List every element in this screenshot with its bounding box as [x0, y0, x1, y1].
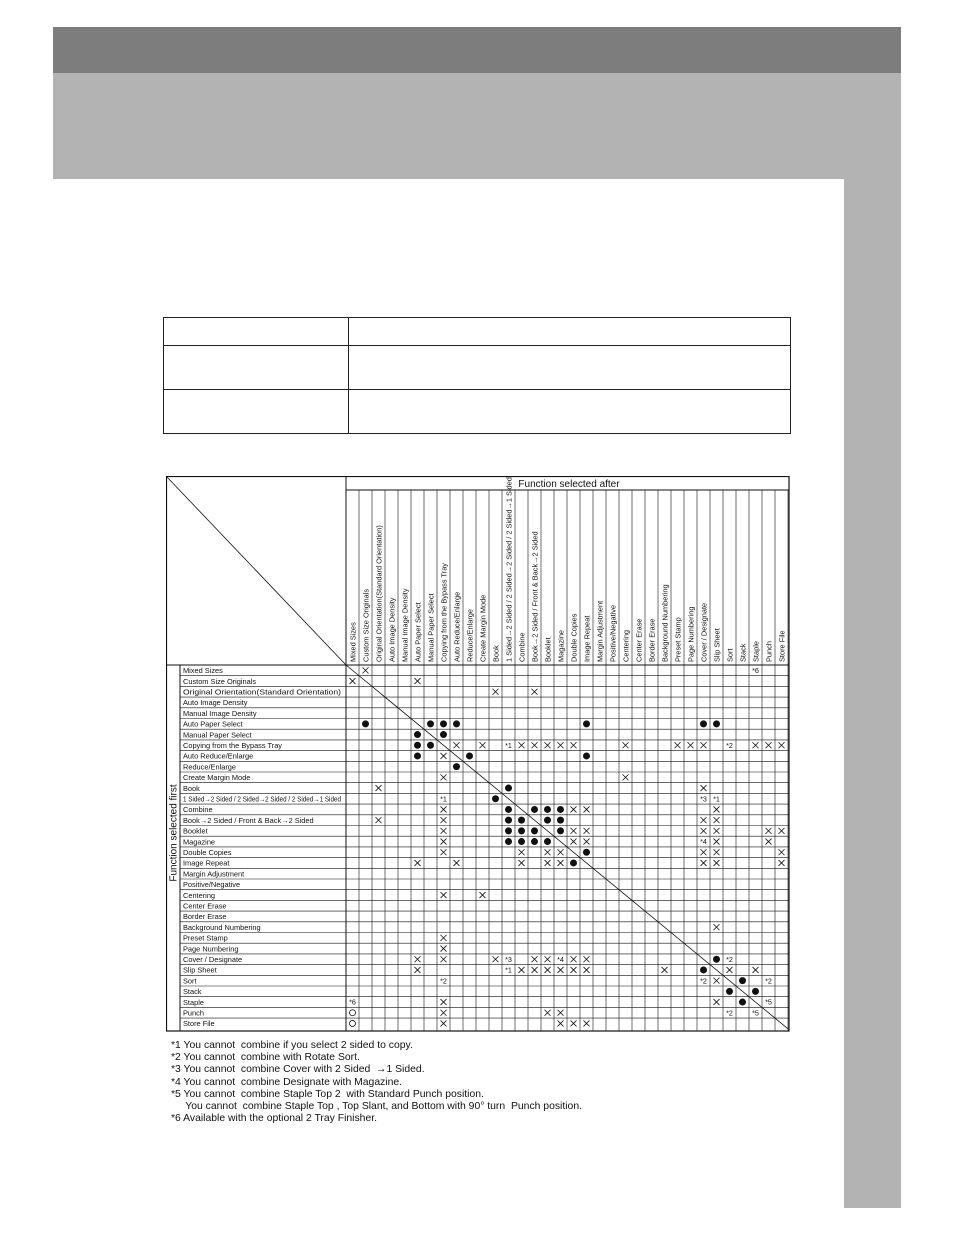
column-label: Book [491, 645, 501, 662]
row-label: Manual Image Density [183, 708, 257, 718]
legend-symbol-cell [164, 346, 349, 390]
column-label: Mixed Sizes [348, 622, 358, 662]
column-label: Cover / Designate [699, 602, 709, 662]
footnotes [171, 1040, 582, 1125]
available-mark [583, 752, 590, 759]
footnote-ref: *6 [349, 997, 356, 1007]
column-labels [349, 477, 787, 662]
available-mark [362, 720, 369, 727]
row-label: Book [183, 783, 200, 793]
not-available-mark [714, 924, 720, 930]
not-available-mark [558, 742, 564, 748]
legend-symbol-cell [164, 390, 349, 434]
available-mark [414, 752, 421, 759]
available-mark [453, 763, 460, 770]
column-label: Background Numbering [660, 584, 670, 662]
not-available-mark [662, 967, 668, 973]
not-available-mark [545, 1010, 551, 1016]
not-available-mark [584, 806, 590, 812]
not-available-mark [714, 860, 720, 866]
available-mark [739, 999, 746, 1006]
not-available-mark [571, 806, 577, 812]
column-label: Store File [777, 630, 787, 662]
legend-table [163, 317, 791, 434]
footnote-ref: *2 [726, 740, 733, 750]
row-label: Centering [183, 890, 216, 900]
row-label: Auto Reduce/Enlarge [183, 751, 254, 761]
not-available-mark [623, 774, 629, 780]
not-available-mark [571, 967, 577, 973]
not-available-mark [415, 860, 421, 866]
not-available-mark [584, 956, 590, 962]
optional-mark [350, 1010, 356, 1016]
row-label: Combine [183, 805, 213, 815]
not-available-mark [779, 828, 785, 834]
legend-symbol-cell [164, 318, 349, 346]
not-available-mark [441, 849, 447, 855]
not-available-mark [545, 860, 551, 866]
column-label: Create Margin Mode [478, 594, 488, 662]
not-available-mark [441, 1010, 447, 1016]
available-mark [427, 720, 434, 727]
available-mark [570, 859, 577, 866]
available-mark [700, 720, 707, 727]
column-label: Center Erase [634, 618, 644, 662]
row-label: Custom Size Originals [183, 676, 257, 686]
not-available-mark [571, 956, 577, 962]
not-available-mark [766, 742, 772, 748]
column-label: Preset Stamp [673, 617, 683, 662]
available-mark [583, 849, 590, 856]
not-available-mark [558, 1020, 564, 1026]
column-label: Combine [517, 632, 527, 662]
footnote-ref: *2 [700, 976, 707, 986]
available-mark [700, 966, 707, 973]
column-label: Original Orientation(Standard Orientation) [374, 525, 384, 662]
row-label: Book→2 Sided / Front & Back→2 Sided [183, 815, 314, 825]
not-available-mark [441, 946, 447, 952]
not-available-mark [545, 849, 551, 855]
column-label: Book→2 Sided / Front & Back→2 Sided [530, 531, 540, 662]
column-label: Auto Paper Select [413, 602, 423, 662]
column-label: Image Repeat [582, 615, 592, 662]
row-label: Magazine [183, 837, 216, 847]
available-mark [739, 977, 746, 984]
row-label: Slip Sheet [183, 965, 217, 975]
not-available-mark [584, 967, 590, 973]
available-mark [713, 720, 720, 727]
legend-text-cell [349, 318, 791, 346]
not-available-mark [532, 956, 538, 962]
not-available-mark [584, 839, 590, 845]
not-available-mark [701, 828, 707, 834]
not-available-mark [558, 967, 564, 973]
row-label: Sort [183, 976, 197, 986]
column-label: Punch [764, 641, 774, 662]
not-available-mark [766, 828, 772, 834]
not-available-mark [480, 892, 486, 898]
available-mark [544, 806, 551, 813]
not-available-mark [415, 967, 421, 973]
footnote-ref: *1 [440, 794, 447, 804]
top-dark-band [53, 27, 901, 73]
not-available-mark [519, 849, 525, 855]
not-available-mark [701, 817, 707, 823]
available-mark [713, 956, 720, 963]
footnote: *2 You cannot combine with Rotate Sort. [171, 1052, 360, 1064]
footnote-ref: *6 [752, 665, 759, 675]
available-mark [505, 785, 512, 792]
not-available-mark [701, 849, 707, 855]
side-tab [844, 179, 901, 1208]
available-mark [414, 731, 421, 738]
not-available-mark [584, 1020, 590, 1026]
not-available-mark [571, 839, 577, 845]
not-available-mark [558, 849, 564, 855]
footnote-ref: *3 [505, 954, 512, 964]
not-available-mark [519, 967, 525, 973]
row-label: Cover / Designate [183, 955, 243, 965]
row-label: Create Margin Mode [183, 773, 251, 783]
available-mark [531, 838, 538, 845]
not-available-mark [376, 785, 382, 791]
not-available-mark [558, 1010, 564, 1016]
available-mark [544, 838, 551, 845]
not-available-mark [441, 753, 447, 759]
not-available-mark [571, 828, 577, 834]
top-header: Function selected after [518, 479, 620, 490]
available-mark [440, 731, 447, 738]
footnote: *1 You cannot combine if you select 2 sided to copy. [171, 1040, 413, 1051]
available-mark [440, 720, 447, 727]
row-label: Background Numbering [183, 922, 261, 932]
not-available-mark [701, 785, 707, 791]
not-available-mark [766, 839, 772, 845]
available-mark [505, 827, 512, 834]
available-mark [544, 817, 551, 824]
column-label: Booklet [543, 637, 553, 662]
legend-text-cell [349, 390, 791, 434]
column-label: Reduce/Enlarge [465, 608, 475, 662]
footnote-ref: *2 [726, 954, 733, 964]
function-compatibility-matrix [166, 476, 790, 1032]
footnote-ref: *1 [505, 965, 512, 975]
available-mark [505, 838, 512, 845]
footnote-ref: *2 [440, 976, 447, 986]
available-mark [557, 817, 564, 824]
footnote-ref: *2 [726, 1008, 733, 1018]
not-available-mark [558, 860, 564, 866]
available-mark [453, 720, 460, 727]
available-mark [505, 806, 512, 813]
column-label: Slip Sheet [712, 628, 722, 662]
footnote: You cannot combine Staple Top , Top Slant, and Bottom with 90° turn Punch position. [171, 1101, 583, 1113]
column-label: Double Copies [569, 613, 579, 662]
footnote-ref: *4 [557, 954, 564, 964]
available-mark [557, 827, 564, 834]
not-available-mark [415, 678, 421, 684]
header-band [53, 73, 901, 179]
not-available-mark [571, 742, 577, 748]
column-label: Auto Image Density [387, 597, 397, 662]
row-label: Original Orientation(Standard Orientation) [183, 687, 341, 697]
not-available-mark [441, 892, 447, 898]
available-mark [726, 988, 733, 995]
available-mark [427, 742, 434, 749]
not-available-mark [675, 742, 681, 748]
not-available-mark [441, 956, 447, 962]
row-label: Copying from the Bypass Tray [183, 741, 282, 751]
not-available-mark [493, 689, 499, 695]
row-label: Manual Paper Select [183, 730, 252, 740]
row-label: Border Erase [183, 912, 227, 922]
not-available-mark [441, 999, 447, 1005]
legend-row [164, 390, 791, 434]
not-available-mark [441, 1020, 447, 1026]
not-available-mark [714, 806, 720, 812]
footnote-ref: *4 [700, 837, 707, 847]
matrix-frame [167, 477, 790, 1032]
not-available-mark [376, 817, 382, 823]
not-available-mark [493, 956, 499, 962]
available-mark [531, 806, 538, 813]
not-available-mark [441, 774, 447, 780]
footnote-ref: *5 [752, 1008, 759, 1018]
available-mark [414, 742, 421, 749]
not-available-mark [727, 967, 733, 973]
not-available-mark [415, 956, 421, 962]
footnote: *4 You cannot combine Designate with Magazine. [171, 1076, 403, 1088]
column-label: Custom Size Originals [361, 588, 371, 662]
not-available-mark [779, 860, 785, 866]
not-available-mark [779, 849, 785, 855]
legend-row [164, 318, 791, 346]
not-available-mark [571, 1020, 577, 1026]
footnote: *3 You cannot combine Cover with 2 Sided →1 Sided. [171, 1064, 425, 1076]
column-label: Copying from the Bypass Tray [439, 563, 449, 662]
column-label: Staple [751, 641, 761, 662]
row-label: Margin Adjustment [183, 869, 245, 879]
row-label: Booklet [183, 826, 208, 836]
footnote: *5 You cannot combine Staple Top 2 with Standard Punch position. [171, 1088, 484, 1100]
not-available-mark [714, 828, 720, 834]
row-label: Staple [183, 997, 204, 1007]
not-available-mark [623, 742, 629, 748]
not-available-mark [584, 828, 590, 834]
available-mark [518, 817, 525, 824]
not-available-mark [532, 967, 538, 973]
row-label: Page Numbering [183, 944, 239, 954]
not-available-mark [701, 742, 707, 748]
legend-text-cell [349, 346, 791, 390]
not-available-mark [753, 742, 759, 748]
column-label: 1 Sided→2 Sided / 2 Sided→2 Sided / 2 Sided→1 Sided [504, 477, 514, 662]
column-label: Manual Paper Select [426, 593, 436, 662]
not-available-mark [688, 742, 694, 748]
footnote-ref: *1 [713, 794, 720, 804]
corner-diagonal [167, 477, 347, 666]
available-mark [518, 827, 525, 834]
column-label: Positive/Negative [608, 604, 618, 662]
not-available-mark [441, 935, 447, 941]
footnote-ref: *5 [765, 997, 772, 1007]
not-available-mark [454, 742, 460, 748]
side-header: Function selected first [168, 784, 180, 882]
optional-mark [350, 1020, 356, 1026]
available-mark [557, 806, 564, 813]
row-label: Reduce/Enlarge [183, 762, 237, 772]
footnote-ref: *1 [505, 740, 512, 750]
not-available-mark [545, 956, 551, 962]
not-available-mark [545, 742, 551, 748]
row-label: Double Copies [183, 848, 232, 858]
not-available-mark [350, 678, 356, 684]
not-available-mark [714, 849, 720, 855]
column-label: Manual Image Density [400, 588, 410, 662]
not-available-mark [519, 860, 525, 866]
not-available-mark [779, 742, 785, 748]
row-label: Positive/Negative [183, 880, 241, 890]
not-available-mark [753, 967, 759, 973]
column-label: Centering [621, 629, 631, 662]
not-available-mark [545, 967, 551, 973]
row-label: Preset Stamp [183, 933, 228, 943]
footnote-ref: *2 [765, 976, 772, 986]
not-available-mark [454, 860, 460, 866]
not-available-mark [441, 817, 447, 823]
column-label: Stack [738, 643, 748, 662]
row-label: Image Repeat [183, 858, 230, 868]
row-label: 1 Sided→2 Sided / 2 Sided→2 Sided / 2 Sided→1 Sided [183, 794, 341, 804]
row-label: Punch [183, 1008, 204, 1018]
footnote-ref: *3 [700, 794, 707, 804]
not-available-mark [532, 742, 538, 748]
available-mark [466, 752, 473, 759]
not-available-mark [480, 742, 486, 748]
row-label: Center Erase [183, 901, 227, 911]
matrix-grid [167, 477, 790, 1032]
column-label: Page Numbering [686, 606, 696, 662]
column-label: Border Erase [647, 618, 657, 662]
row-label: Store File [183, 1019, 215, 1029]
column-label: Auto Reduce/Enlarge [452, 591, 462, 662]
available-mark [518, 838, 525, 845]
available-mark [583, 720, 590, 727]
available-mark [531, 827, 538, 834]
not-available-mark [441, 828, 447, 834]
not-available-mark [363, 667, 369, 673]
row-label: Mixed Sizes [183, 666, 223, 676]
legend-row [164, 346, 791, 390]
available-mark [492, 795, 499, 802]
not-available-mark [714, 839, 720, 845]
not-available-mark [519, 742, 525, 748]
footnote: *6 Available with the optional 2 Tray Finisher. [171, 1113, 378, 1125]
not-available-mark [714, 978, 720, 984]
row-label: Stack [183, 987, 202, 997]
not-available-mark [441, 806, 447, 812]
column-label: Sort [725, 648, 735, 662]
column-label: Margin Adjustment [595, 600, 605, 662]
not-available-mark [714, 817, 720, 823]
not-available-mark [532, 689, 538, 695]
row-label: Auto Paper Select [183, 719, 243, 729]
not-available-mark [701, 860, 707, 866]
available-mark [505, 817, 512, 824]
not-available-mark [714, 999, 720, 1005]
available-mark [752, 988, 759, 995]
column-label: Magazine [556, 629, 566, 662]
row-label: Auto Image Density [183, 698, 248, 708]
not-available-mark [441, 839, 447, 845]
